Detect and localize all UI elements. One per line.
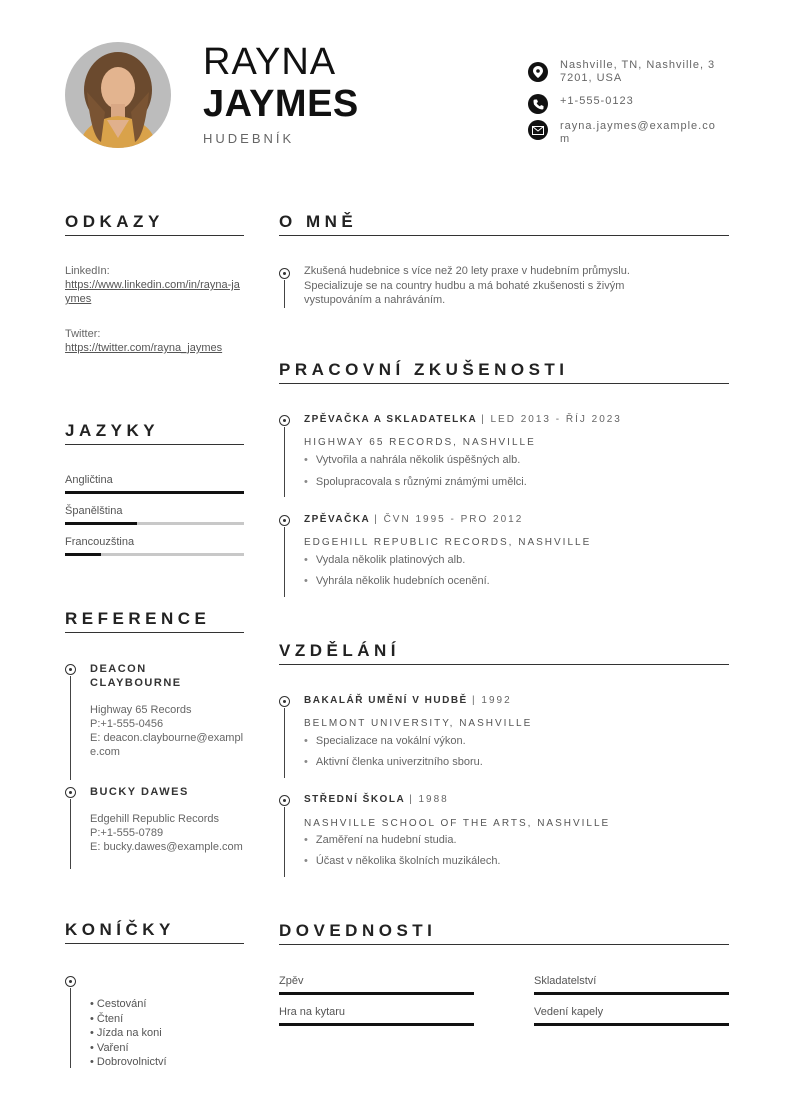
email-text: rayna.jaymes@example.com [560, 120, 716, 145]
timeline-dot-icon [279, 515, 290, 526]
hobbies-list [90, 997, 167, 1070]
hobby-item: • Dobrovolnictví [90, 1056, 167, 1068]
references-divider [65, 632, 244, 633]
reference-email: E: bucky.dawes@example.com [90, 841, 243, 853]
envelope-icon [528, 120, 548, 140]
links-divider [65, 235, 244, 236]
language-name: Angličtina [65, 474, 113, 486]
school-name: NASHVILLE SCHOOL OF THE ARTS, NASHVILLE [304, 818, 611, 829]
timeline-dot-icon [279, 415, 290, 426]
hobby-item: • Čtení [90, 1012, 124, 1025]
first-name: RAYNA [203, 41, 337, 83]
experience-section-title: PRACOVNÍ ZKUŠENOSTI [279, 360, 569, 379]
timeline-dot-icon [279, 795, 290, 806]
phone-text: +1-555-0123 [560, 95, 634, 107]
timeline-line [284, 708, 285, 778]
reference-email: E: deacon.claybourne@example.com [90, 732, 244, 758]
skill-level-bar [534, 1023, 729, 1026]
education-bullet: • Účast v několika školních muzikálech. [304, 855, 501, 867]
reference-phone: P:+1-555-0456 [90, 718, 164, 730]
hobby-item: • Vaření [90, 1041, 129, 1054]
timeline-dot-icon [65, 787, 76, 798]
job-role: HUDEBNÍK [203, 131, 295, 146]
skills-section-title: DOVEDNOSTI [279, 921, 437, 940]
timeline-dot-icon [65, 664, 76, 675]
timeline-line [284, 807, 285, 877]
timeline-line [70, 799, 71, 869]
language-name: Španělština [65, 505, 123, 517]
timeline-line [70, 988, 71, 1068]
contact-email [528, 119, 728, 146]
phone-icon [528, 94, 548, 114]
timeline-line [284, 280, 285, 308]
twitter-link[interactable]: https://twitter.com/rayna_jaymes [65, 342, 223, 354]
skill-name: Zpěv [279, 975, 304, 987]
job-company: HIGHWAY 65 RECORDS, NASHVILLE [304, 437, 536, 448]
job-bullet: • Spolupracovala s různými známými umělci. [304, 476, 527, 488]
language-level-bar [65, 553, 244, 556]
skill-level-bar [279, 1023, 474, 1026]
timeline-line [284, 527, 285, 597]
about-text: Zkušená hudebnice s více než 20 lety praxe v hudebním průmyslu. Specializuje se na country hudbu a má bohaté zkušenosti s živým vystupováním a nahráváním. [304, 265, 630, 306]
job-title: ZPĚVAČKA | ČVN 1995 - PRO 2012 [304, 514, 524, 525]
about-section-title: O MNĚ [279, 212, 358, 231]
timeline-dot-icon [279, 268, 290, 279]
education-bullet: • Zaměření na hudební studia. [304, 834, 457, 846]
hobby-item: • Cestování [90, 998, 147, 1010]
hobbies-divider [65, 943, 244, 944]
last-name: JAYMES [203, 83, 359, 125]
language-level-bar [65, 522, 244, 525]
languages-section-title: JAZYKY [65, 421, 160, 440]
reference-name: BUCKY DAWES [90, 786, 189, 798]
language-level-fill [65, 553, 101, 556]
skill-name: Hra na kytaru [279, 1006, 346, 1018]
degree-date: 1992 [481, 695, 512, 706]
linkedin-label: LinkedIn: [65, 265, 110, 277]
twitter-label: Twitter: [65, 328, 101, 340]
job-date: ČVN 1995 - PRO 2012 [383, 514, 524, 525]
timeline-line [284, 427, 285, 497]
timeline-line [70, 676, 71, 780]
education-divider [279, 664, 729, 665]
skill-level-bar [534, 992, 729, 995]
links-section-title: ODKAZY [65, 212, 164, 231]
degree-title: BAKALÁŘ UMĚNÍ V HUDBĚ | 1992 [304, 695, 512, 706]
address-text: Nashville, TN, Nashville, 37201, USA [560, 59, 716, 84]
language-name: Francouzština [65, 536, 135, 548]
contact-phone [528, 94, 728, 114]
profile-photo [65, 42, 171, 148]
job-bullet: • Vyhrála několik hudebních ocenění. [304, 575, 490, 587]
about-divider [279, 235, 729, 236]
languages-divider [65, 444, 244, 445]
skill-name: Vedení kapely [534, 1006, 604, 1018]
school-name: BELMONT UNIVERSITY, NASHVILLE [304, 718, 533, 729]
contact-address [528, 59, 728, 85]
job-title: ZPĚVAČKA A SKLADATELKA | LED 2013 - ŘÍJ 2023 [304, 414, 622, 425]
education-section-title: VZDĚLÁNÍ [279, 641, 400, 660]
job-bullet: • Vydala několik platinových alb. [304, 554, 465, 566]
skills-divider [279, 944, 729, 945]
language-level-bar [65, 491, 244, 494]
reference-company: Edgehill Republic Records [90, 813, 220, 825]
skill-name: Skladatelství [534, 975, 597, 987]
degree-date: 1988 [418, 794, 449, 805]
timeline-dot-icon [65, 976, 76, 987]
job-bullet: • Vytvořila a nahrála několik úspěšných alb. [304, 454, 520, 466]
job-company: EDGEHILL REPUBLIC RECORDS, NASHVILLE [304, 537, 592, 548]
hobbies-section-title: KONÍČKY [65, 920, 175, 939]
experience-divider [279, 383, 729, 384]
reference-name: DEACON CLAYBOURNE [90, 663, 182, 689]
references-section-title: REFERENCE [65, 609, 211, 628]
language-level-fill [65, 522, 137, 525]
education-bullet: • Aktivní členka univerzitního sboru. [304, 756, 483, 768]
reference-company: Highway 65 Records [90, 704, 192, 716]
timeline-dot-icon [279, 696, 290, 707]
linkedin-link[interactable]: https://www.linkedin.com/in/rayna-jaymes [65, 279, 240, 305]
job-date: LED 2013 - ŘÍJ 2023 [490, 414, 622, 425]
degree-title: STŘEDNÍ ŠKOLA | 1988 [304, 794, 449, 805]
language-level-fill [65, 491, 244, 494]
location-pin-icon [528, 62, 548, 82]
education-bullet: • Specializace na vokální výkon. [304, 735, 466, 747]
hobby-item: • Jízda na koni [90, 1027, 162, 1039]
reference-phone: P:+1-555-0789 [90, 827, 164, 839]
skill-level-bar [279, 992, 474, 995]
